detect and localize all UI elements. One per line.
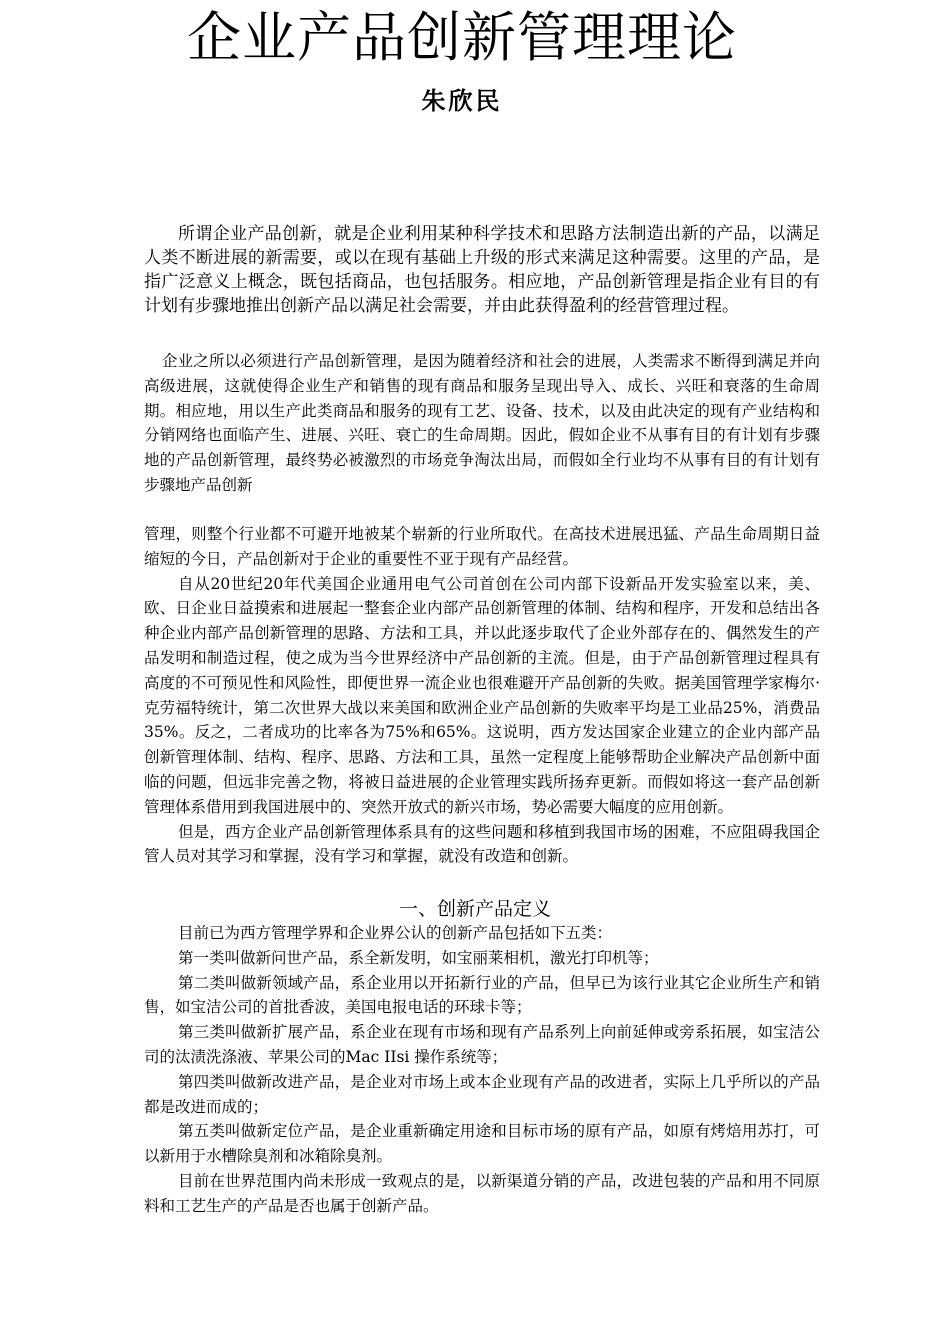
definitions-section bbox=[144, 921, 820, 1219]
definition-item-2: 第二类叫做新领域产品，系企业用以开拓新行业的产品，但早已为该行业其它企业所生产和销售，如宝洁公司的首批香波，美国电报电话的环球卡等； bbox=[144, 973, 820, 1017]
document-title: 企业产品创新管理理论 bbox=[187, 6, 737, 69]
history-section bbox=[144, 522, 820, 869]
intro-paragraph: 所谓企业产品创新，就是企业利用某种科学技术和思路方法制造出新的产品，以满足人类不断进展的新需要，或以在现有基础上升级的形式来满足这种需要。这里的产品，是指广泛意义上概念，既包括商品，也包括服务。相应地，产品创新管理是指企业有目的有计划有步骤地推出创新产品以满足社会需要，并由此获得盈利的经营管理过程。 bbox=[144, 224, 820, 316]
document-author: 朱欣民 bbox=[421, 86, 503, 115]
definition-item-4: 第四类叫做新改进产品，是企业对市场上或本企业现有产品的改进者，实际上几乎所以的产品都是改进而成的； bbox=[144, 1072, 820, 1116]
definition-item-3: 第三类叫做新扩展产品，系企业在现有市场和现有产品系列上向前延伸或旁系拓展，如宝洁公司的汰渍洗涤液、苹果公司的Mac IIsi 操作系统等； bbox=[144, 1023, 820, 1066]
paragraph-4: 但是，西方企业产品创新管理体系具有的这些问题和移植到我国市场的困难，不应阻碍我国企管人员对其学习和掌握，没有学习和掌握，就没有改造和创新。 bbox=[144, 822, 820, 866]
definition-intro: 目前已为西方管理学界和企业界公认的创新产品包括如下五类： bbox=[178, 924, 613, 942]
definition-item-5: 第五类叫做新定位产品，是企业重新确定用途和目标市场的原有产品，如原有烤焙用苏打，可以新用于水槽除臭剂和冰箱除臭剂。 bbox=[144, 1122, 820, 1166]
definition-closing: 目前在世界范围内尚未形成一致观点的是，以新渠道分销的产品，改进包装的产品和用不同原料和工艺生产的产品是否也属于创新产品。 bbox=[144, 1171, 820, 1215]
definition-item-1: 第一类叫做新问世产品，系全新发明，如宝丽莱相机，激光打印机等； bbox=[178, 948, 659, 967]
reason-section bbox=[144, 349, 820, 498]
intro-section bbox=[144, 222, 820, 318]
section-heading: 一、创新产品定义 bbox=[398, 898, 551, 920]
paragraph-3: 自从20世纪20年代美国企业通用电气公司首创在公司内部下设新品开发实验室以来，美、欧、日企业日益摸索和进展起一整套企业内部产品创新管理的体制、结构和程序，开发和总结出各种企业内部产品创新管理的思路、方法和工具，并以此逐步取代了企业外部存在的、偶然发生的产品发明和制造过程，使之成为当今世界经济中产品创新的主流。但是，由于产品创新管理过程具有高度的不可预见性和风险性，即便世界一流企业也很难避开产品创新的失败。据美国管理学家梅尔·克劳福特统计，第二次世界大战以来美国和欧洲企业产品创新的失败率平均是工业品25%，消费品35%。反之，二者成功的比率各为75%和65%。这说明，西方发达国家企业建立的企业内部产品创新管理体制、结构、程序、思路、方法和工具，虽然一定程度上能够帮助企业解决产品创新中面临的问题，但远非完善之物，将被日益进展的企业管理实践所扬弃更新。而假如将这一套产品创新管理体系借用到我国进展中的、突然开放式的新兴市场，势必需要大幅度的应用创新。 bbox=[144, 574, 820, 816]
paragraph-2a: 企业之所以必须进行产品创新管理，是因为随着经济和社会的进展，人类需求不断得到满足并向高级进展，这就使得企业生产和销售的现有商品和服务呈现出导入、成长、兴旺和衰落的生命周期。相应地，用以生产此类商品和服务的现有工艺、设备、技术，以及由此决定的现有产业结构和分销网络也面临产生、进展、兴旺、衰亡的生命周期。因此，假如企业不从事有目的有计划有步骤地的产品创新管理，最终势必被激烈的市场竞争淘汰出局，而假如全行业均不从事有目的有计划有步骤地产品创新 bbox=[144, 352, 820, 494]
paragraph-2b: 管理，则整个行业都不可避开地被某个崭新的行业所取代。在高技术进展迅猛、产品生命周期日益缩短的今日，产品创新对于企业的重要性不亚于现有产品经营。 bbox=[144, 525, 820, 568]
